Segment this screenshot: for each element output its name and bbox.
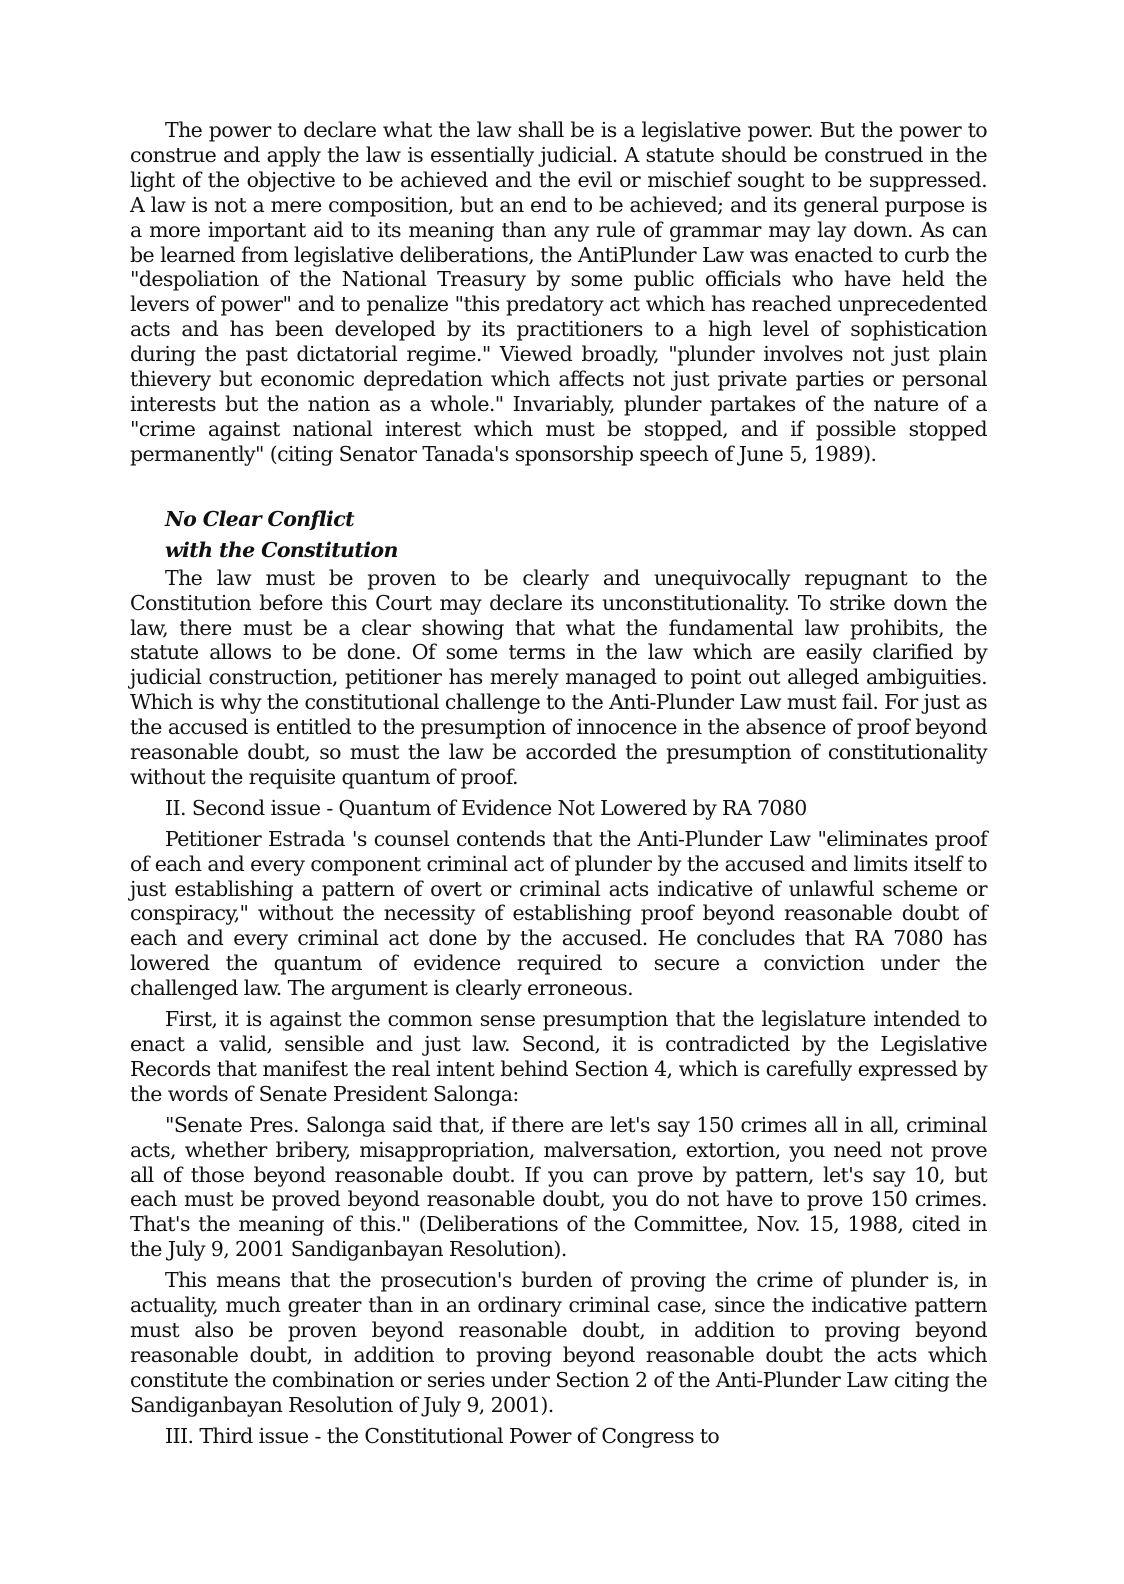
paragraph-second-issue-title: II. Second issue - Quantum of Evidence Not Lowered by RA 7080 (165, 795, 807, 820)
paragraph-legislative-power: The power to declare what the law shall be is a legislative power. But the power to construe and apply the law is essentially judicial. A statute should be construed in the light of the objective to be achieved and the evil or mischief sought to be suppressed. A law is not a mere composition, but an end to be achieved; and its general purpose is a more important aid to its meaning than any rule of grammar may lay down. As can be learned from legislative deliberations, the AntiPlunder Law was enacted to curb the "despoliation of the National Treasury by some public officials who have held the levers of power" and to penalize "this predatory act which has reached unprecedented acts and has been developed by its practitioners to a high level of sophistication during the past dictatorial regime." Viewed broadly, "plunder involves not just plain thievery but economic depredation which affects not just private parties or personal interests but the nation as a whole." Invariably, plunder partakes of the nature of a "crime against national interest which must be stopped, and if possible stopped permanently" (citing Senator Tanada's sponsorship speech of June 5, 1989). (130, 118, 987, 466)
section-heading-line-1: No Clear Conflict (165, 506, 354, 531)
paragraph-counsel-contention: Petitioner Estrada 's counsel contends that the Anti-Plunder Law "eliminates proof of each and every component criminal act of plunder by the accused and limits itself to just establishing a pattern of overt or criminal acts indicative of unlawful scheme or conspiracy," without the necessity of establishing proof beyond reasonable doubt of each and every criminal act done by the accused. He concludes that RA 7080 has lowered the quantum of evidence required to secure a conviction under the challenged law. The argument is clearly erroneous. (130, 826, 987, 1001)
section-heading-line-2: with the Constitution (165, 537, 398, 562)
paragraph-salonga-quote: "Senate Pres. Salonga said that, if there are let's say 150 crimes all in all, criminal acts, whether bribery, misappropriation, malversation, extortion, you need not prove all of those beyond reasonable doubt. If you can prove by pattern, let's say 10, but each must be proved beyond reasonable doubt, you do not have to prove 150 crimes. That's the meaning of this." (Deliberations of the Committee, Nov. 15, 1988, cited in the July 9, 2001 Sandiganbayan Resolution). (130, 1112, 987, 1262)
paragraph-third-issue-title: III. Third issue - the Constitutional Power of Congress to (165, 1423, 720, 1448)
paragraph-presumption-constitutionality: The law must be proven to be clearly and unequivocally repugnant to the Constitution before this Court may declare its unconstitutionality. To strike down the law, there must be a clear showing that what the fundamental law prohibits, the statute allows to be done. Of some terms in the law which are easily clarified by judicial construction, petitioner has merely managed to point out alleged ambiguities. Which is why the constitutional challenge to the Anti-Plunder Law must fail. For just as the accused is entitled to the presumption of innocence in the absence of proof beyond reasonable doubt, so must the law be accorded the presumption of constitutionality without the requisite quantum of proof. (130, 565, 987, 789)
paragraph-common-sense-presumption: First, it is against the common sense presumption that the legislature intended to enact a valid, sensible and just law. Second, it is contradicted by the Legislative Records that manifest the real intent behind Section 4, which is carefully expressed by the words of Senate President Salonga: (130, 1007, 987, 1106)
document-page (130, 118, 987, 1449)
paragraph-prosecution-burden: This means that the prosecution's burden of proving the crime of plunder is, in actuality, much greater than in an ordinary criminal case, since the indicative pattern must also be proven beyond reasonable doubt, in addition to proving beyond reasonable doubt, in addition to proving beyond reasonable doubt the acts which constitute the combination or series under Section 2 of the Anti-Plunder Law citing the Sandiganbayan Resolution of July 9, 2001). (130, 1268, 987, 1417)
